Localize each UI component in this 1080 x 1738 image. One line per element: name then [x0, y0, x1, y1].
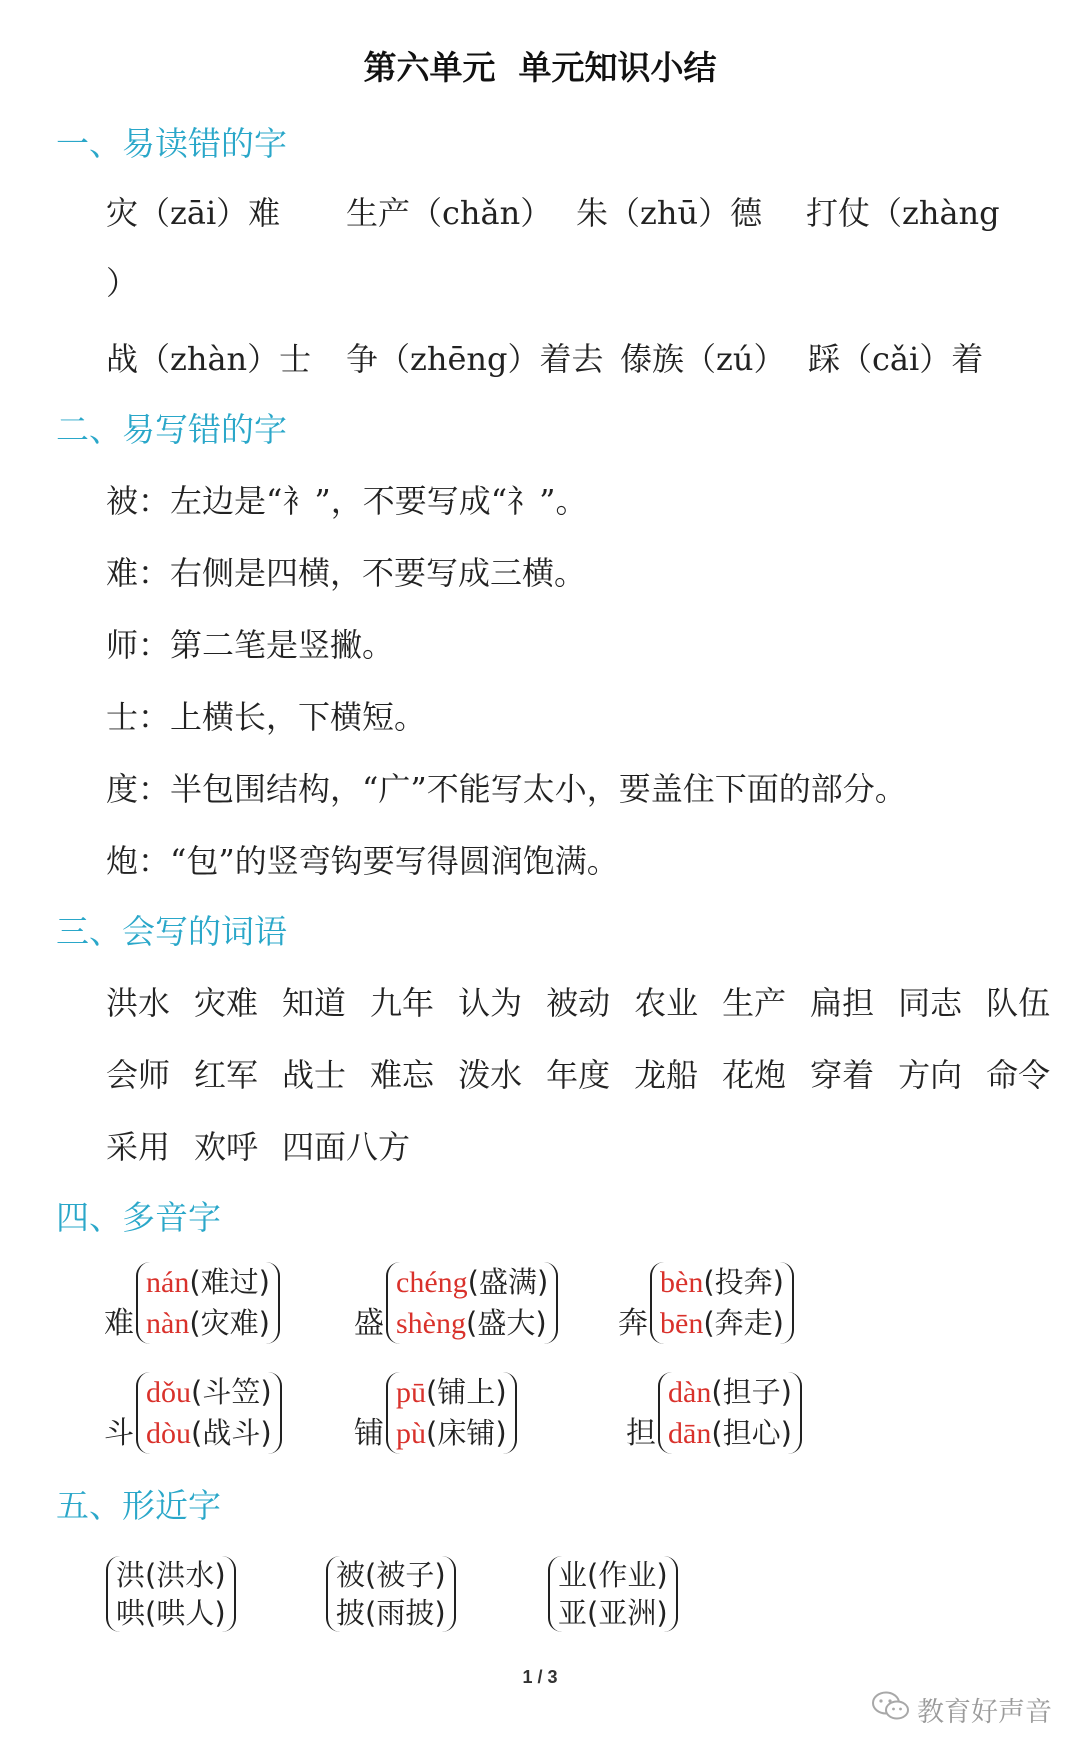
s1-item: 争（zhēng）着去 — [346, 340, 604, 378]
pinyin: dàn — [668, 1376, 712, 1409]
polyphone-char: 盛 — [354, 1306, 384, 1341]
vocab-word: 难忘 — [370, 1056, 435, 1094]
s1-item: 傣族（zú） — [620, 340, 786, 378]
similar-char-item: 业(作业) — [558, 1558, 668, 1592]
vocab-word: 认为 — [458, 984, 523, 1022]
example-word: (斗笠) — [191, 1375, 272, 1409]
vocab-word: 穿着 — [810, 1056, 875, 1094]
s1-row-1-wrap: ） — [106, 264, 139, 302]
polyphone-char: 难 — [104, 1306, 134, 1341]
pinyin: dǒu — [146, 1376, 191, 1409]
polyphone-char: 担 — [626, 1416, 656, 1451]
s3-row-3 — [106, 1122, 1030, 1168]
vocab-word: 命令 — [986, 1056, 1051, 1094]
section-3-heading: 三、会写的词语 — [56, 912, 287, 951]
pinyin: pù — [396, 1417, 426, 1450]
vocab-word: 会师 — [106, 1056, 171, 1094]
s1-item: 打仗（zhàng — [806, 194, 1000, 232]
s1-item: 灾（zāi）难 — [106, 194, 281, 232]
pinyin: pū — [396, 1376, 426, 1409]
s3-row-1 — [106, 978, 1051, 1024]
s1-item: 战（zhàn）士 — [106, 340, 312, 378]
vocab-word: 花炮 — [722, 1056, 787, 1094]
polyphone-char: 铺 — [354, 1416, 384, 1451]
pinyin: nàn — [146, 1307, 190, 1340]
vocab-word: 生产 — [722, 984, 787, 1022]
pinyin: bèn — [660, 1266, 704, 1299]
pinyin: chéng — [396, 1266, 468, 1299]
s1-item: 生产（chǎn） — [346, 194, 553, 232]
pinyin: dòu — [146, 1417, 191, 1450]
pinyin: nán — [146, 1266, 190, 1299]
s2-line: 士：上横长，下横短。 — [106, 698, 427, 736]
similar-char-group — [326, 1556, 456, 1632]
polyphone-bracket — [658, 1372, 802, 1454]
polyphone-bracket — [386, 1372, 517, 1454]
similar-char-item: 被(被子) — [336, 1558, 446, 1592]
similar-char-item: 洪(洪水) — [116, 1558, 226, 1592]
vocab-word: 龙船 — [634, 1056, 699, 1094]
section-1-heading: 一、易读错的字 — [56, 124, 287, 163]
example-word: (床铺) — [426, 1416, 507, 1450]
polyphone-char: 奔 — [618, 1306, 648, 1341]
s2-line: 炮：“包”的竖弯钩要写得圆润饱满。 — [106, 842, 619, 880]
s1-item: 朱（zhū）德 — [576, 194, 763, 232]
vocab-word: 扁担 — [810, 984, 875, 1022]
similar-char-item: 亚(亚洲) — [558, 1596, 668, 1630]
section-5-heading: 五、形近字 — [56, 1486, 221, 1525]
example-word: (盛满) — [467, 1265, 549, 1299]
vocab-word: 采用 — [106, 1128, 171, 1166]
vocab-word: 灾难 — [194, 984, 259, 1022]
vocab-word: 四面八方 — [282, 1128, 411, 1166]
example-word: (担子) — [711, 1375, 792, 1409]
polyphone-group — [104, 1372, 282, 1454]
vocab-word: 同志 — [898, 984, 963, 1022]
wechat-icon — [871, 1690, 917, 1729]
polyphone-group — [104, 1262, 280, 1344]
example-word: (难过) — [189, 1265, 270, 1299]
polyphone-group — [354, 1262, 558, 1344]
polyphone-bracket — [136, 1262, 280, 1344]
similar-char-item: 哄(哄人) — [116, 1596, 226, 1630]
s2-line: 被：左边是“衤”，不要写成“礻”。 — [106, 482, 588, 520]
polyphone-bracket — [386, 1262, 558, 1344]
section-4-heading: 四、多音字 — [56, 1198, 221, 1237]
polyphone-group — [618, 1262, 794, 1344]
vocab-word: 泼水 — [458, 1056, 523, 1094]
s3-row-2 — [106, 1050, 1051, 1096]
example-word: (投奔) — [703, 1265, 784, 1299]
vocab-word: 红军 — [194, 1056, 259, 1094]
vocab-word: 洪水 — [106, 984, 171, 1022]
example-word: (担心) — [711, 1416, 792, 1450]
vocab-word: 农业 — [634, 984, 699, 1022]
example-word: (铺上) — [426, 1375, 507, 1409]
s2-line: 师：第二笔是竖撇。 — [106, 626, 395, 664]
example-word: (奔走) — [703, 1306, 784, 1340]
similar-char-item: 披(雨披) — [336, 1596, 446, 1630]
page-number: 1 / 3 — [522, 1667, 558, 1687]
similar-char-group — [106, 1556, 236, 1632]
polyphone-group — [626, 1372, 802, 1454]
polyphone-bracket — [136, 1372, 282, 1454]
pinyin: shèng — [396, 1307, 466, 1340]
polyphone-group — [354, 1372, 517, 1454]
vocab-word: 被动 — [546, 984, 611, 1022]
vocab-word: 年度 — [546, 1056, 611, 1094]
s1-item: 踩（cǎi）着 — [808, 340, 984, 378]
vocab-word: 知道 — [282, 984, 347, 1022]
section-2-heading: 二、易写错的字 — [56, 410, 287, 449]
similar-char-group — [548, 1556, 678, 1632]
pinyin: dān — [668, 1417, 712, 1450]
vocab-word: 欢呼 — [194, 1128, 259, 1166]
polyphone-bracket — [650, 1262, 794, 1344]
vocab-word: 九年 — [370, 984, 435, 1022]
s2-line: 难：右侧是四横，不要写成三横。 — [106, 554, 587, 592]
vocab-word: 战士 — [282, 1056, 347, 1094]
polyphone-char: 斗 — [104, 1416, 134, 1451]
vocab-word: 队伍 — [986, 984, 1051, 1022]
s2-line: 度：半包围结构，“广”不能写太小，要盖住下面的部分。 — [106, 770, 907, 808]
pinyin: bēn — [660, 1307, 704, 1340]
watermark-text: 教育好声音 — [917, 1697, 1052, 1728]
example-word: (盛大) — [466, 1306, 547, 1340]
page-title: 第六单元 单元知识小结 — [363, 48, 717, 87]
example-word: (灾难) — [189, 1306, 270, 1340]
watermark — [871, 1690, 1052, 1729]
example-word: (战斗) — [191, 1416, 272, 1450]
vocab-word: 方向 — [898, 1056, 963, 1094]
